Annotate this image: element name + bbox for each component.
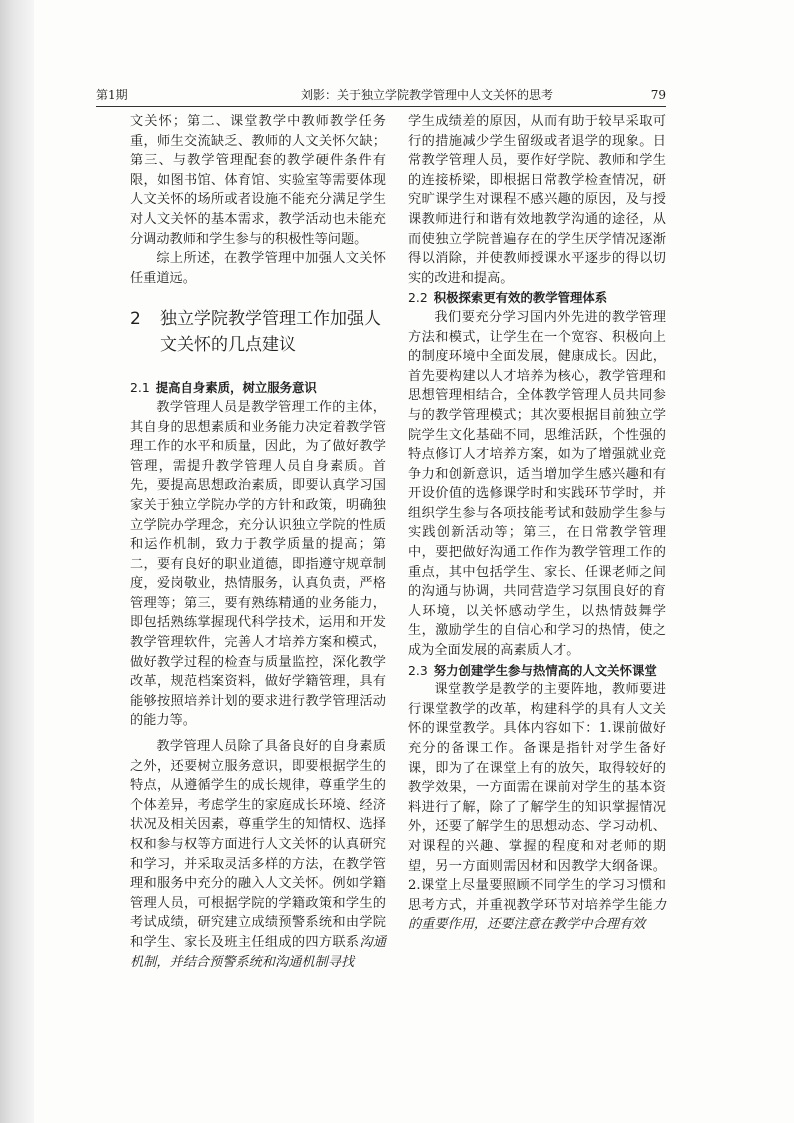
subsection-title: 提高自身素质，树立服务意识 bbox=[155, 380, 317, 396]
italic-text: 沟通机制，并结合预警系统和沟通机制寻找 bbox=[130, 934, 387, 970]
paragraph: 文关怀；第二、课堂教学中教师教学任务重，师生交流缺乏、教师的人文关怀欠缺；第三、与教学管理配套的教学硬件条件有限，如图书馆、体育馆、实验室等需要体现人文关怀的场所或者设施不能充分满足学生对人文关怀的基本需求，教学活动也未能充分调动教师和学生参与的积极性等问题。 bbox=[130, 114, 386, 247]
book-spine-shadow bbox=[0, 0, 34, 1123]
left-column bbox=[130, 112, 386, 972]
subsection-heading bbox=[408, 661, 666, 681]
section-title: 独立学院教学管理工作加强人文关怀的几点建议 bbox=[160, 309, 381, 356]
paragraph: 我们要充分学习国内外先进的教学管理方法和模式，让学生在一个宽容、积极向上的制度环境中全面发展，健康成长。因此，首先要构建以人才培养为核心，教学管理和思想管理相结合，全体教学管理人员共同参与的教学管理模式；其次要根据目前独立学院学生文化基础不同，思维活跃，个性强的特点修订人才培养方案，如为了增强就业竞争力和创新意识，适当增加学生感兴趣和有开设价值的选修课学时和实践环节学时，并组织学生参与各项技能考试和鼓励学生参与实践创新活动等；第三，在日常教学管理中，要把做好沟通工作作为教学管理工作的重点，其中包括学生、家长、任课老师之间的沟通与协调，共同营造学习氛围良好的育人环境，以关怀感动学生，以热情鼓舞学生，激励学生的自信心和学习的热情，使之成为全面发展的高素质人才。 bbox=[408, 309, 666, 659]
subsection-number: 2.1 bbox=[130, 380, 150, 396]
paragraph bbox=[130, 737, 386, 972]
journal-issue: 第1期 bbox=[96, 88, 128, 102]
paragraph: 学生成绩差的原因，从而有助于较早采取可行的措施减少学生留级或者退学的现象。日常教学管理人员，要作好学院、教师和学生的连接桥梁，即根据日常教学检查情况，研究旷课学生对课程不感兴趣的原因，及与授课教师进行和谐有效地教学沟通的途径，从而使独立学院普遍存在的学生厌学情况逐渐得以消除，并使教师授课水平逐步的得以切实的改进和提高。 bbox=[408, 114, 666, 286]
italic-text: 力的重要作用，还要注意在教学中合理有效 bbox=[408, 897, 666, 933]
subsection-title: 努力创建学生参与热情高的人文关怀课堂 bbox=[433, 662, 657, 678]
subsection-heading bbox=[130, 378, 386, 398]
subsection-heading bbox=[408, 288, 666, 308]
header-rule bbox=[96, 106, 666, 107]
paragraph-text: 教学管理人员除了具备良好的自身素质之外，还要树立服务意识，即要根据学生的特点，从遵循学生的成长规律，尊重学生的个体差异，考虑学生的家庭成长环境、经济状况及相关因素，尊重学生的知情权、选择权和参与权等方面进行人文关怀的认真研究和学习，并采取灵活多样的方法，在教学管理和服务中充分的融入人文关怀。例如学籍管理人员，可根据学院的学籍政策和学生的考试成绩，研究建立成绩预警系统和由学院和学生、家长及班主任组成的四方联系 bbox=[130, 739, 386, 950]
running-header bbox=[96, 86, 666, 104]
section-heading bbox=[130, 306, 386, 358]
subsection-number: 2.2 bbox=[408, 290, 428, 306]
paragraph: 教学管理人员是教学管理工作的主体，其自身的思想素质和业务能力决定着教学管理工作的水平和质量，因此，为了做好教学管理，需提升教学管理人员自身素质。首先，要提高思想政治素质，即要认真学习国家关于独立学院办学的方针和政策，明确独立学院办学理念，充分认识独立学院的性质和运作机制，致力于教学质量的提高；第二，要有良好的职业道德，即指遵守规章制度，爱岗敬业，热情服务，认真负责，严格管理等；第三，要有熟练精通的业务能力，即包括熟练掌握现代科学技术，运用和开发教学管理软件，完善人才培养方案和模式，做好教学过程的检查与质量监控，深化教学改革，规范档案资料，做好学籍管理，具有能够按照培养计划的要求进行教学管理活动的能力等。 bbox=[130, 399, 386, 729]
subsection-number: 2.3 bbox=[408, 662, 428, 678]
paragraph bbox=[408, 680, 666, 935]
page-number: 79 bbox=[650, 88, 666, 102]
right-column bbox=[408, 112, 666, 935]
section-number: 2 bbox=[130, 309, 141, 330]
running-title: 刘影：关于独立学院教学管理中人文关怀的思考 bbox=[301, 88, 554, 102]
paragraph-text: 课堂教学是教学的主要阵地，教师要进行课堂教学的改革，构建科学的具有人文关怀的课堂教学。具体内容如下：1.课前做好充分的备课工作。备课是指针对学生备好课，即为了在课堂上有的放矢，取得较好的教学效果，一方面需在课前对学生的基本资料进行了解，除了了解学生的知识掌握情况外，还要了解学生的思想动态、学习动机、对课程的兴趣、掌握的程度和对老师的期望，另一方面则需因材和因教学大纲备课。2.课堂上尽量要照顾不同学生的学习习惯和思考方式，并重视教学环节对培养学生能 bbox=[408, 682, 666, 913]
paragraph: 综上所述，在教学管理中加强人文关怀任重道远。 bbox=[130, 251, 386, 286]
subsection-title: 积极探索更有效的教学管理体系 bbox=[433, 290, 608, 306]
